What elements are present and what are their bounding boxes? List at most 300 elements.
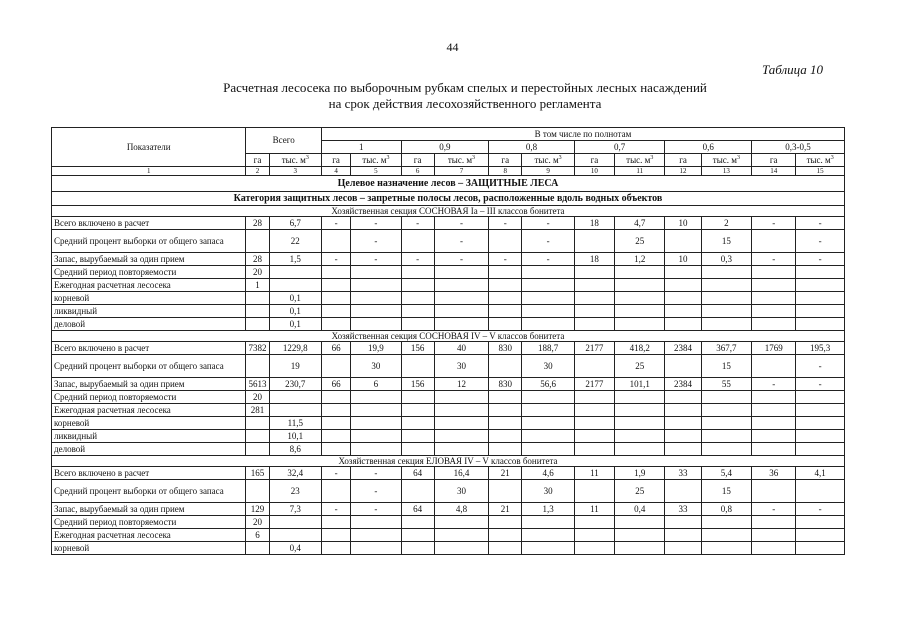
section-heading: Хозяйственная секция СОСНОВАЯ IV – V классов бонитета [52, 331, 845, 342]
table-cell: 1229,8 [269, 342, 321, 355]
header-density: 0,7 [574, 141, 665, 154]
table-cell [752, 230, 796, 253]
table-cell: 30 [434, 355, 488, 378]
table-cell [574, 292, 614, 305]
table-cell: - [434, 230, 488, 253]
table-cell [574, 230, 614, 253]
table-row [52, 342, 845, 355]
table-cell [401, 279, 434, 292]
header-density: 0,6 [665, 141, 752, 154]
table-cell [752, 279, 796, 292]
row-label: Средний период повторяемости [52, 391, 246, 404]
table-cell [489, 292, 522, 305]
header-density: 1 [321, 141, 401, 154]
table-cell [489, 430, 522, 443]
table-cell [489, 516, 522, 529]
table-cell [321, 516, 350, 529]
table-cell [489, 279, 522, 292]
unit-volume-text: тыс. м [806, 154, 831, 165]
table-cell: 0,4 [269, 542, 321, 555]
page-number: 44 [446, 40, 459, 54]
table-cell [321, 542, 350, 555]
table-cell: 1769 [752, 342, 796, 355]
table-cell [796, 430, 845, 443]
row-label: Всего включено в расчет [52, 217, 246, 230]
table-cell: 4,7 [615, 217, 665, 230]
table-cell [351, 404, 401, 417]
table-cell [615, 305, 665, 318]
table-cell [489, 305, 522, 318]
table-cell [701, 266, 751, 279]
table-cell [615, 279, 665, 292]
row-label: Средний процент выборки от общего запаса [52, 230, 246, 253]
table-cell [665, 443, 701, 456]
table-cell [752, 516, 796, 529]
table-cell: 30 [522, 480, 574, 503]
table-cell [351, 417, 401, 430]
table-row [52, 430, 845, 443]
table-cell: 129 [246, 503, 269, 516]
table-cell [401, 318, 434, 331]
table-cell [701, 404, 751, 417]
column-index: 9 [522, 167, 574, 176]
table-cell [246, 318, 269, 331]
table-cell [522, 292, 574, 305]
table-cell [351, 305, 401, 318]
table-cell [701, 305, 751, 318]
table-cell: - [752, 503, 796, 516]
unit-volume-text: тыс. м [712, 154, 737, 165]
row-label: Всего включено в расчет [52, 342, 246, 355]
table-cell [665, 404, 701, 417]
table-cell: - [796, 378, 845, 391]
table-cell [401, 443, 434, 456]
table-cell [489, 480, 522, 503]
table-row [52, 355, 845, 378]
table-cell: 10 [665, 253, 701, 266]
table-cell: 0,8 [701, 503, 751, 516]
unit-volume-exponent: 3 [736, 154, 740, 161]
table-cell [246, 480, 269, 503]
table-cell [665, 391, 701, 404]
row-label: корневой [52, 542, 246, 555]
row-label: Запас, вырубаемый за один прием [52, 378, 246, 391]
table-row [52, 318, 845, 331]
table-cell [246, 355, 269, 378]
table-cell: - [489, 253, 522, 266]
table-cell [615, 404, 665, 417]
column-index: 4 [321, 167, 350, 176]
table-cell [665, 516, 701, 529]
table-cell: 56,6 [522, 378, 574, 391]
table-row [52, 391, 845, 404]
table-cell [401, 480, 434, 503]
unit-volume [269, 154, 321, 167]
table-cell [615, 417, 665, 430]
table-cell [522, 443, 574, 456]
table-cell [269, 266, 321, 279]
table-cell: - [321, 503, 350, 516]
table-row [52, 480, 845, 503]
column-index: 12 [665, 167, 701, 176]
column-index: 1 [52, 167, 246, 176]
table-cell [401, 417, 434, 430]
header-density: 0,3-0,5 [752, 141, 845, 154]
row-label: Ежегодная расчетная лесосека [52, 529, 246, 542]
table-cell: 1,9 [615, 467, 665, 480]
table-cell [489, 230, 522, 253]
table-cell [522, 279, 574, 292]
table-cell [752, 404, 796, 417]
table-cell: 36 [752, 467, 796, 480]
table-cell: - [351, 480, 401, 503]
table-row [52, 542, 845, 555]
table-cell [351, 529, 401, 542]
row-label: Средний процент выборки от общего запаса [52, 355, 246, 378]
title-line-2: на срок действия лесохозяйственного регламента [328, 96, 602, 111]
table-cell [752, 318, 796, 331]
table-cell: 20 [246, 516, 269, 529]
unit-ha: га [321, 154, 350, 167]
table-cell: 2384 [665, 378, 701, 391]
table-cell [665, 417, 701, 430]
table-cell: 11,5 [269, 417, 321, 430]
unit-volume-text: тыс. м [281, 154, 306, 165]
column-index: 11 [615, 167, 665, 176]
table-cell: 418,2 [615, 342, 665, 355]
header-index-row [52, 167, 845, 176]
table-cell [796, 443, 845, 456]
row-label: Средний процент выборки от общего запаса [52, 480, 246, 503]
table-cell: 30 [351, 355, 401, 378]
table-cell [489, 318, 522, 331]
table-cell [321, 279, 350, 292]
table-cell [522, 529, 574, 542]
table-cell [321, 529, 350, 542]
table-cell [401, 230, 434, 253]
table-cell [574, 417, 614, 430]
table-cell: 2177 [574, 342, 614, 355]
table-cell: 2177 [574, 378, 614, 391]
table-cell [615, 542, 665, 555]
purpose-heading: Целевое назначение лесов – ЗАЩИТНЫЕ ЛЕСА [52, 176, 845, 192]
table-cell: 23 [269, 480, 321, 503]
table-cell: - [796, 503, 845, 516]
table-cell [752, 355, 796, 378]
row-label: Средний период повторяемости [52, 516, 246, 529]
table-cell [796, 292, 845, 305]
table-cell: - [351, 503, 401, 516]
table-cell: 28 [246, 217, 269, 230]
table-cell [752, 443, 796, 456]
table-cell [522, 516, 574, 529]
unit-volume-text: тыс. м [362, 154, 387, 165]
table-cell: 11 [574, 467, 614, 480]
table-cell [796, 516, 845, 529]
table-cell: 40 [434, 342, 488, 355]
column-index: 6 [401, 167, 434, 176]
table-cell: 830 [489, 342, 522, 355]
table-cell [246, 417, 269, 430]
table-cell [665, 318, 701, 331]
table-cell: 2384 [665, 342, 701, 355]
table-cell: 4,1 [796, 467, 845, 480]
table-cell [401, 529, 434, 542]
table-cell [796, 542, 845, 555]
table-cell [615, 292, 665, 305]
table-cell: 33 [665, 503, 701, 516]
table-row [52, 253, 845, 266]
table-cell [574, 430, 614, 443]
table-cell: 20 [246, 266, 269, 279]
table-cell: - [434, 253, 488, 266]
table-cell [351, 443, 401, 456]
table-cell [796, 391, 845, 404]
table-cell [796, 404, 845, 417]
table-cell [665, 230, 701, 253]
row-label: деловой [52, 443, 246, 456]
table-cell: 1 [246, 279, 269, 292]
table-cell [321, 430, 350, 443]
unit-volume [434, 154, 488, 167]
table-cell [615, 443, 665, 456]
table-cell: 30 [434, 480, 488, 503]
table-cell [522, 417, 574, 430]
table-cell: 6 [351, 378, 401, 391]
table-cell: - [752, 253, 796, 266]
table-cell [615, 266, 665, 279]
table-row [52, 279, 845, 292]
table-cell: 11 [574, 503, 614, 516]
table-cell [665, 430, 701, 443]
table-cell [434, 279, 488, 292]
table-cell [665, 542, 701, 555]
table-cell [489, 529, 522, 542]
table-cell [401, 542, 434, 555]
table-cell [796, 266, 845, 279]
table-cell: 188,7 [522, 342, 574, 355]
table-cell: 230,7 [269, 378, 321, 391]
table-cell [321, 292, 350, 305]
unit-volume-text: тыс. м [447, 154, 473, 165]
table-cell [615, 516, 665, 529]
table-cell [434, 430, 488, 443]
table-cell [522, 391, 574, 404]
table-label: Таблица 10 [762, 62, 824, 77]
table-cell [489, 417, 522, 430]
table-cell: - [796, 217, 845, 230]
table-cell [321, 480, 350, 503]
table-cell: 25 [615, 355, 665, 378]
table-cell [522, 404, 574, 417]
table-cell: 156 [401, 378, 434, 391]
table-cell [321, 230, 350, 253]
table-cell [351, 391, 401, 404]
unit-volume-exponent: 3 [650, 154, 654, 161]
header-indicators: Показатели [52, 128, 246, 167]
table-cell: 66 [321, 342, 350, 355]
table-row [52, 417, 845, 430]
table-cell: - [489, 217, 522, 230]
table-cell [701, 318, 751, 331]
table-cell: 20 [246, 391, 269, 404]
table-cell: 12 [434, 378, 488, 391]
table-cell: 64 [401, 467, 434, 480]
row-label: Ежегодная расчетная лесосека [52, 279, 246, 292]
table-cell [351, 430, 401, 443]
table-cell [269, 391, 321, 404]
table-cell: - [321, 217, 350, 230]
table-cell: 64 [401, 503, 434, 516]
unit-volume-text: тыс. м [626, 154, 651, 165]
section-heading: Хозяйственная секция ЕЛОВАЯ IV – V классов бонитета [52, 456, 845, 467]
table-cell [321, 417, 350, 430]
table-cell: 101,1 [615, 378, 665, 391]
column-index: 3 [269, 167, 321, 176]
table-cell: - [796, 355, 845, 378]
table-row [52, 503, 845, 516]
unit-ha: га [665, 154, 701, 167]
table-cell [701, 279, 751, 292]
row-label: Всего включено в расчет [52, 467, 246, 480]
unit-volume-exponent: 3 [386, 154, 390, 161]
table-cell: - [434, 217, 488, 230]
header-density: 0,9 [401, 141, 489, 154]
table-cell [321, 443, 350, 456]
table-cell [489, 542, 522, 555]
table-cell: - [321, 253, 350, 266]
table-cell [522, 305, 574, 318]
table-cell [489, 355, 522, 378]
table-cell: 2 [701, 217, 751, 230]
unit-volume-exponent: 3 [472, 154, 476, 161]
row-label: деловой [52, 318, 246, 331]
table-cell [522, 542, 574, 555]
header-density: 0,8 [489, 141, 575, 154]
unit-volume [522, 154, 574, 167]
table-cell [401, 355, 434, 378]
table-cell [269, 529, 321, 542]
table-cell [401, 305, 434, 318]
table-cell [351, 266, 401, 279]
table-cell: 19 [269, 355, 321, 378]
table-cell [246, 305, 269, 318]
table-cell [574, 404, 614, 417]
table-cell: 15 [701, 480, 751, 503]
unit-volume [701, 154, 751, 167]
table-cell: 32,4 [269, 467, 321, 480]
table-cell: 66 [321, 378, 350, 391]
table-cell [351, 516, 401, 529]
table-cell [246, 230, 269, 253]
table-cell [434, 266, 488, 279]
table-cell: 5613 [246, 378, 269, 391]
column-index: 10 [574, 167, 614, 176]
table-cell: - [351, 467, 401, 480]
unit-volume-exponent: 3 [830, 154, 834, 161]
table-cell [752, 292, 796, 305]
table-cell [752, 529, 796, 542]
table-cell: 830 [489, 378, 522, 391]
column-index: 8 [489, 167, 522, 176]
table-cell [434, 318, 488, 331]
row-label: ликвидный [52, 430, 246, 443]
table-cell [246, 430, 269, 443]
table-cell [269, 516, 321, 529]
table-cell [665, 355, 701, 378]
table-cell: 165 [246, 467, 269, 480]
table-cell: - [401, 217, 434, 230]
document-title [100, 80, 830, 112]
table-cell: - [522, 230, 574, 253]
table-cell: - [401, 253, 434, 266]
table-cell [701, 430, 751, 443]
table-cell [246, 542, 269, 555]
table-cell [434, 292, 488, 305]
table-cell [351, 318, 401, 331]
table-cell [701, 516, 751, 529]
table-cell: 1,5 [269, 253, 321, 266]
table-cell [269, 404, 321, 417]
table-cell: 21 [489, 467, 522, 480]
table-cell [401, 430, 434, 443]
table-row [52, 305, 845, 318]
category-heading: Категория защитных лесов – запретные полосы лесов, расположенные вдоль водных объектов [52, 192, 845, 206]
table-cell: - [752, 217, 796, 230]
column-index: 5 [351, 167, 401, 176]
column-index: 2 [246, 167, 269, 176]
unit-ha: га [401, 154, 434, 167]
column-index: 14 [752, 167, 796, 176]
row-label: корневой [52, 417, 246, 430]
table-cell [434, 529, 488, 542]
table-cell [574, 318, 614, 331]
unit-volume-exponent: 3 [305, 154, 309, 161]
table-cell: 0,1 [269, 318, 321, 331]
table-cell: 0,3 [701, 253, 751, 266]
table-cell [489, 404, 522, 417]
table-cell: 55 [701, 378, 751, 391]
unit-volume [796, 154, 845, 167]
table-cell: 10,1 [269, 430, 321, 443]
table-cell [269, 279, 321, 292]
table-cell [574, 279, 614, 292]
table-cell [665, 480, 701, 503]
table-cell: - [522, 217, 574, 230]
table-cell: 16,4 [434, 467, 488, 480]
table-cell [665, 529, 701, 542]
table-cell [574, 529, 614, 542]
table-cell: 7382 [246, 342, 269, 355]
table-row [52, 266, 845, 279]
table-cell: - [351, 217, 401, 230]
table-cell: 30 [522, 355, 574, 378]
table-cell [665, 266, 701, 279]
row-label: Запас, вырубаемый за один прием [52, 253, 246, 266]
table-cell [522, 266, 574, 279]
table-cell [752, 305, 796, 318]
row-label: ликвидный [52, 305, 246, 318]
table-cell [321, 404, 350, 417]
table-cell [321, 305, 350, 318]
unit-volume-exponent: 3 [558, 154, 562, 161]
table-cell [615, 318, 665, 331]
table-cell: 15 [701, 230, 751, 253]
unit-volume-text: тыс. м [534, 154, 559, 165]
table-cell [574, 516, 614, 529]
table-cell [321, 318, 350, 331]
table-cell [796, 318, 845, 331]
